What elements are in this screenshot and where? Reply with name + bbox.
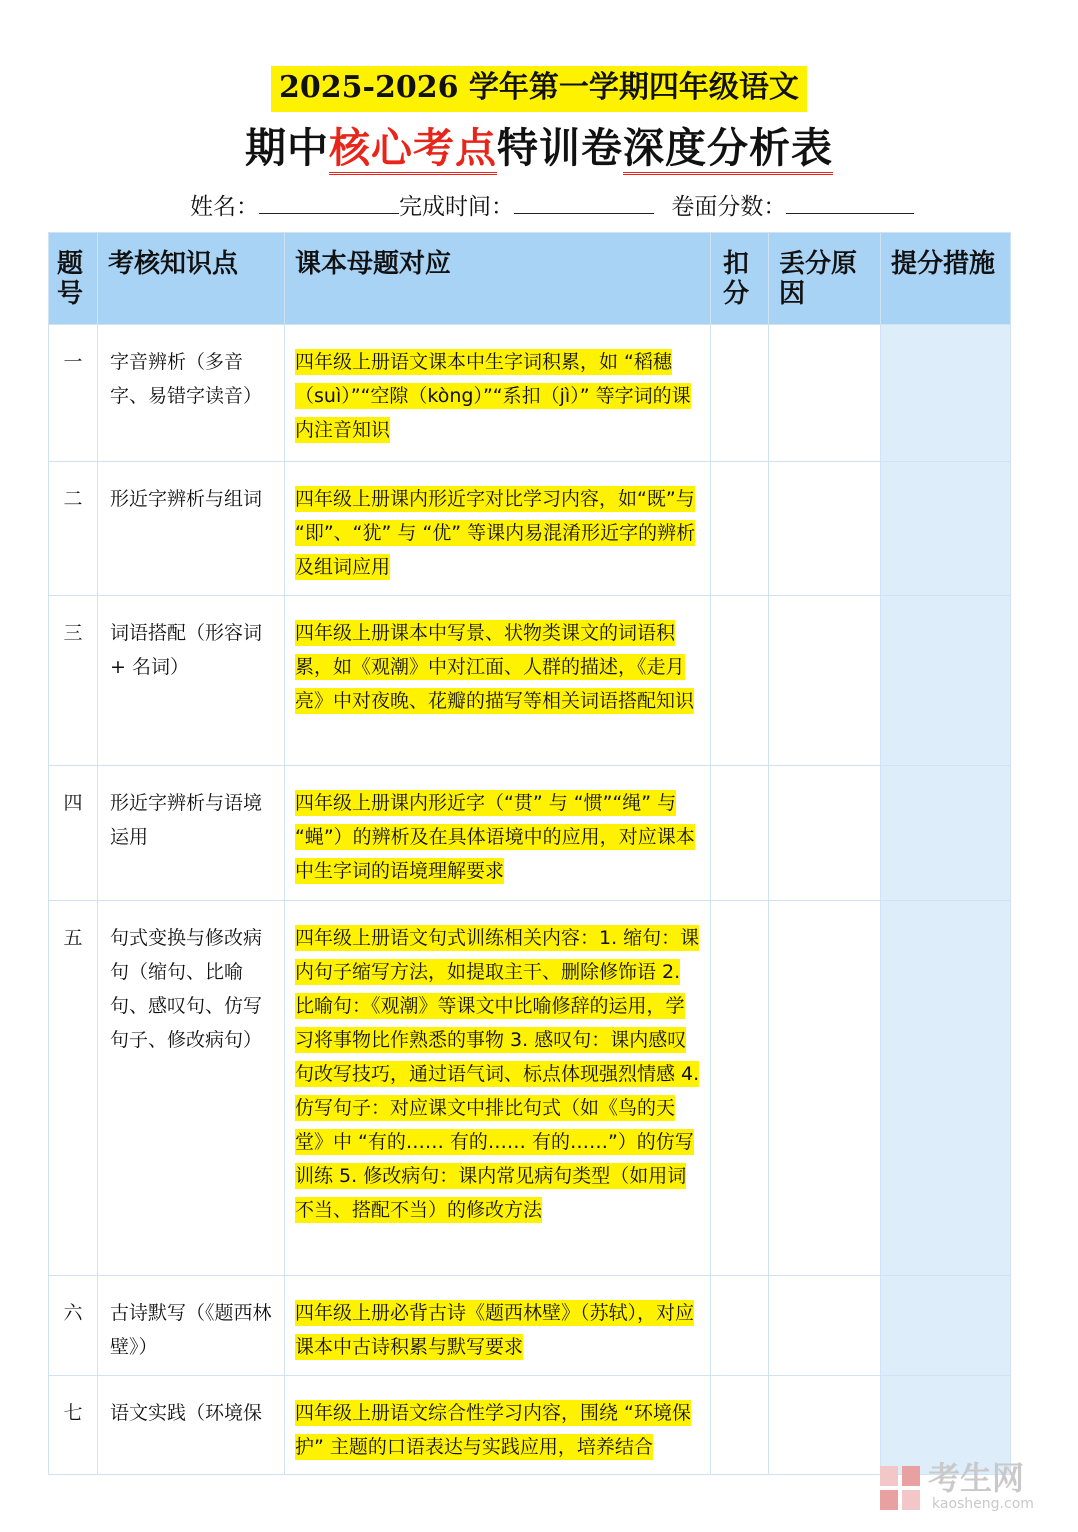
header-reason: 丢分原因: [769, 233, 881, 325]
row-number: 二: [49, 462, 98, 596]
row-textbook-text: 四年级上册必背古诗《题西林壁》（苏轼），对应课本中古诗积累与默写要求: [295, 1302, 695, 1358]
row-textbook-text: 四年级上册语文课本中生字词积累，如 “稻穗（suì）”“空隙（kòng）”“系扣（jì）” 等字词的课内注音知识: [295, 351, 691, 441]
row-reason-cell[interactable]: [769, 462, 881, 596]
watermark: [878, 1458, 1048, 1518]
row-measure-cell[interactable]: [881, 462, 1011, 596]
row-knowledge-point: 字音辨析（多音字、易错字读音）: [98, 325, 285, 462]
table-row: [49, 596, 1011, 766]
header-deduction: 扣分: [711, 233, 769, 325]
row-textbook: [285, 1276, 711, 1376]
row-knowledge-point: 语文实践（环境保: [98, 1376, 285, 1475]
row-number: 四: [49, 766, 98, 901]
row-textbook-text: 四年级上册语文综合性学习内容，围绕 “环境保护” 主题的口语表达与实践应用，培养结合: [295, 1402, 691, 1458]
row-knowledge-point: 形近字辨析与组词: [98, 462, 285, 596]
table-row: [49, 901, 1011, 1276]
row-textbook-text: 四年级上册课内形近字（“贯” 与 “惯”“绳” 与 “蝇”）的辨析及在具体语境中的应用，对应课本中生字词的语境理解要求: [295, 792, 695, 882]
watermark-text: 考生网: [928, 1459, 1025, 1497]
title-part-core: 核心考点: [329, 124, 497, 175]
row-measure-cell[interactable]: [881, 325, 1011, 462]
row-textbook: [285, 1376, 711, 1475]
row-reason-cell[interactable]: [769, 596, 881, 766]
table-row: [49, 325, 1011, 462]
table-row: [49, 1376, 1011, 1475]
student-info-line: [190, 190, 958, 223]
row-textbook-text: 四年级上册语文句式训练相关内容：1. 缩句：课内句子缩写方法，如提取主干、删除修饰语 2. 比喻句：《观潮》等课文中比喻修辞的运用，学习将事物比作熟悉的事物 3. 感叹句：课内感叹句改写技巧，通过语气词、标点体现强烈情感 4. 仿写句子：对应课文中排比句式（如《鸟的天堂》中 “有的…… 有的…… 有的……”）的仿写训练 5. 修改病句：课内常见病句类型（如用词不当、搭配不当）的修改方法: [295, 927, 700, 1221]
row-deduction-cell[interactable]: [711, 325, 769, 462]
row-deduction-cell[interactable]: [711, 1276, 769, 1376]
score-field[interactable]: [786, 190, 914, 214]
row-measure-cell[interactable]: [881, 596, 1011, 766]
name-label: 姓名：: [190, 194, 259, 220]
row-deduction-cell[interactable]: [711, 596, 769, 766]
row-deduction-cell[interactable]: [711, 901, 769, 1276]
row-number: 六: [49, 1276, 98, 1376]
row-textbook-text: 四年级上册课本中写景、状物类课文的词语积累，如《观潮》中对江面、人群的描述，《走月亮》中对夜晚、花瓣的描写等相关词语搭配知识: [295, 622, 695, 712]
time-field[interactable]: [514, 190, 654, 214]
row-reason-cell[interactable]: [769, 1276, 881, 1376]
score-label: 卷面分数：: [671, 194, 787, 220]
name-field[interactable]: [259, 190, 399, 214]
row-knowledge-point: 句式变换与修改病句（缩句、比喻句、感叹句、仿写句子、修改病句）: [98, 901, 285, 1276]
row-knowledge-point: 古诗默写（《题西林壁》）: [98, 1276, 285, 1376]
row-number: 三: [49, 596, 98, 766]
kaosheng-logo-icon: [878, 1464, 922, 1512]
title-line-2: [0, 120, 1078, 176]
row-textbook: [285, 596, 711, 766]
title-part-a: 期中: [245, 124, 329, 172]
time-label: 完成时间：: [399, 194, 514, 220]
row-number: 五: [49, 901, 98, 1276]
row-deduction-cell[interactable]: [711, 1376, 769, 1475]
table-row: [49, 766, 1011, 901]
title-grade-subject: 2025-2026 学年第一学期四年级语文: [271, 66, 807, 112]
row-measure-cell[interactable]: [881, 901, 1011, 1276]
row-reason-cell[interactable]: [769, 901, 881, 1276]
row-measure-cell[interactable]: [881, 766, 1011, 901]
table-header-row: [49, 233, 1011, 325]
row-textbook: [285, 462, 711, 596]
row-measure-cell[interactable]: [881, 1276, 1011, 1376]
title-part-d: 深度分析表: [623, 124, 833, 175]
header-measure: 提分措施: [881, 233, 1011, 325]
title-line-1: [0, 66, 1078, 112]
header-textbook: 课本母题对应: [285, 233, 711, 325]
row-knowledge-point: 形近字辨析与语境运用: [98, 766, 285, 901]
row-textbook: [285, 325, 711, 462]
table-row: [49, 1276, 1011, 1376]
row-textbook: [285, 901, 711, 1276]
row-textbook-text: 四年级上册课内形近字对比学习内容，如“既”与 “即”、“犹” 与 “优” 等课内易混淆形近字的辨析及组词应用: [295, 488, 696, 578]
row-reason-cell[interactable]: [769, 325, 881, 462]
table-row: [49, 462, 1011, 596]
row-textbook: [285, 766, 711, 901]
row-reason-cell[interactable]: [769, 1376, 881, 1475]
row-number: 一: [49, 325, 98, 462]
analysis-table: [48, 232, 1011, 1475]
watermark-url: kaosheng.com: [932, 1496, 1034, 1512]
row-knowledge-point: 词语搭配（形容词 + 名词）: [98, 596, 285, 766]
row-deduction-cell[interactable]: [711, 766, 769, 901]
row-number: 七: [49, 1376, 98, 1475]
header-knowledge-point: 考核知识点: [98, 233, 285, 325]
title-part-c: 特训卷: [497, 124, 623, 172]
row-reason-cell[interactable]: [769, 766, 881, 901]
header-number: 题号: [49, 233, 98, 325]
row-deduction-cell[interactable]: [711, 462, 769, 596]
